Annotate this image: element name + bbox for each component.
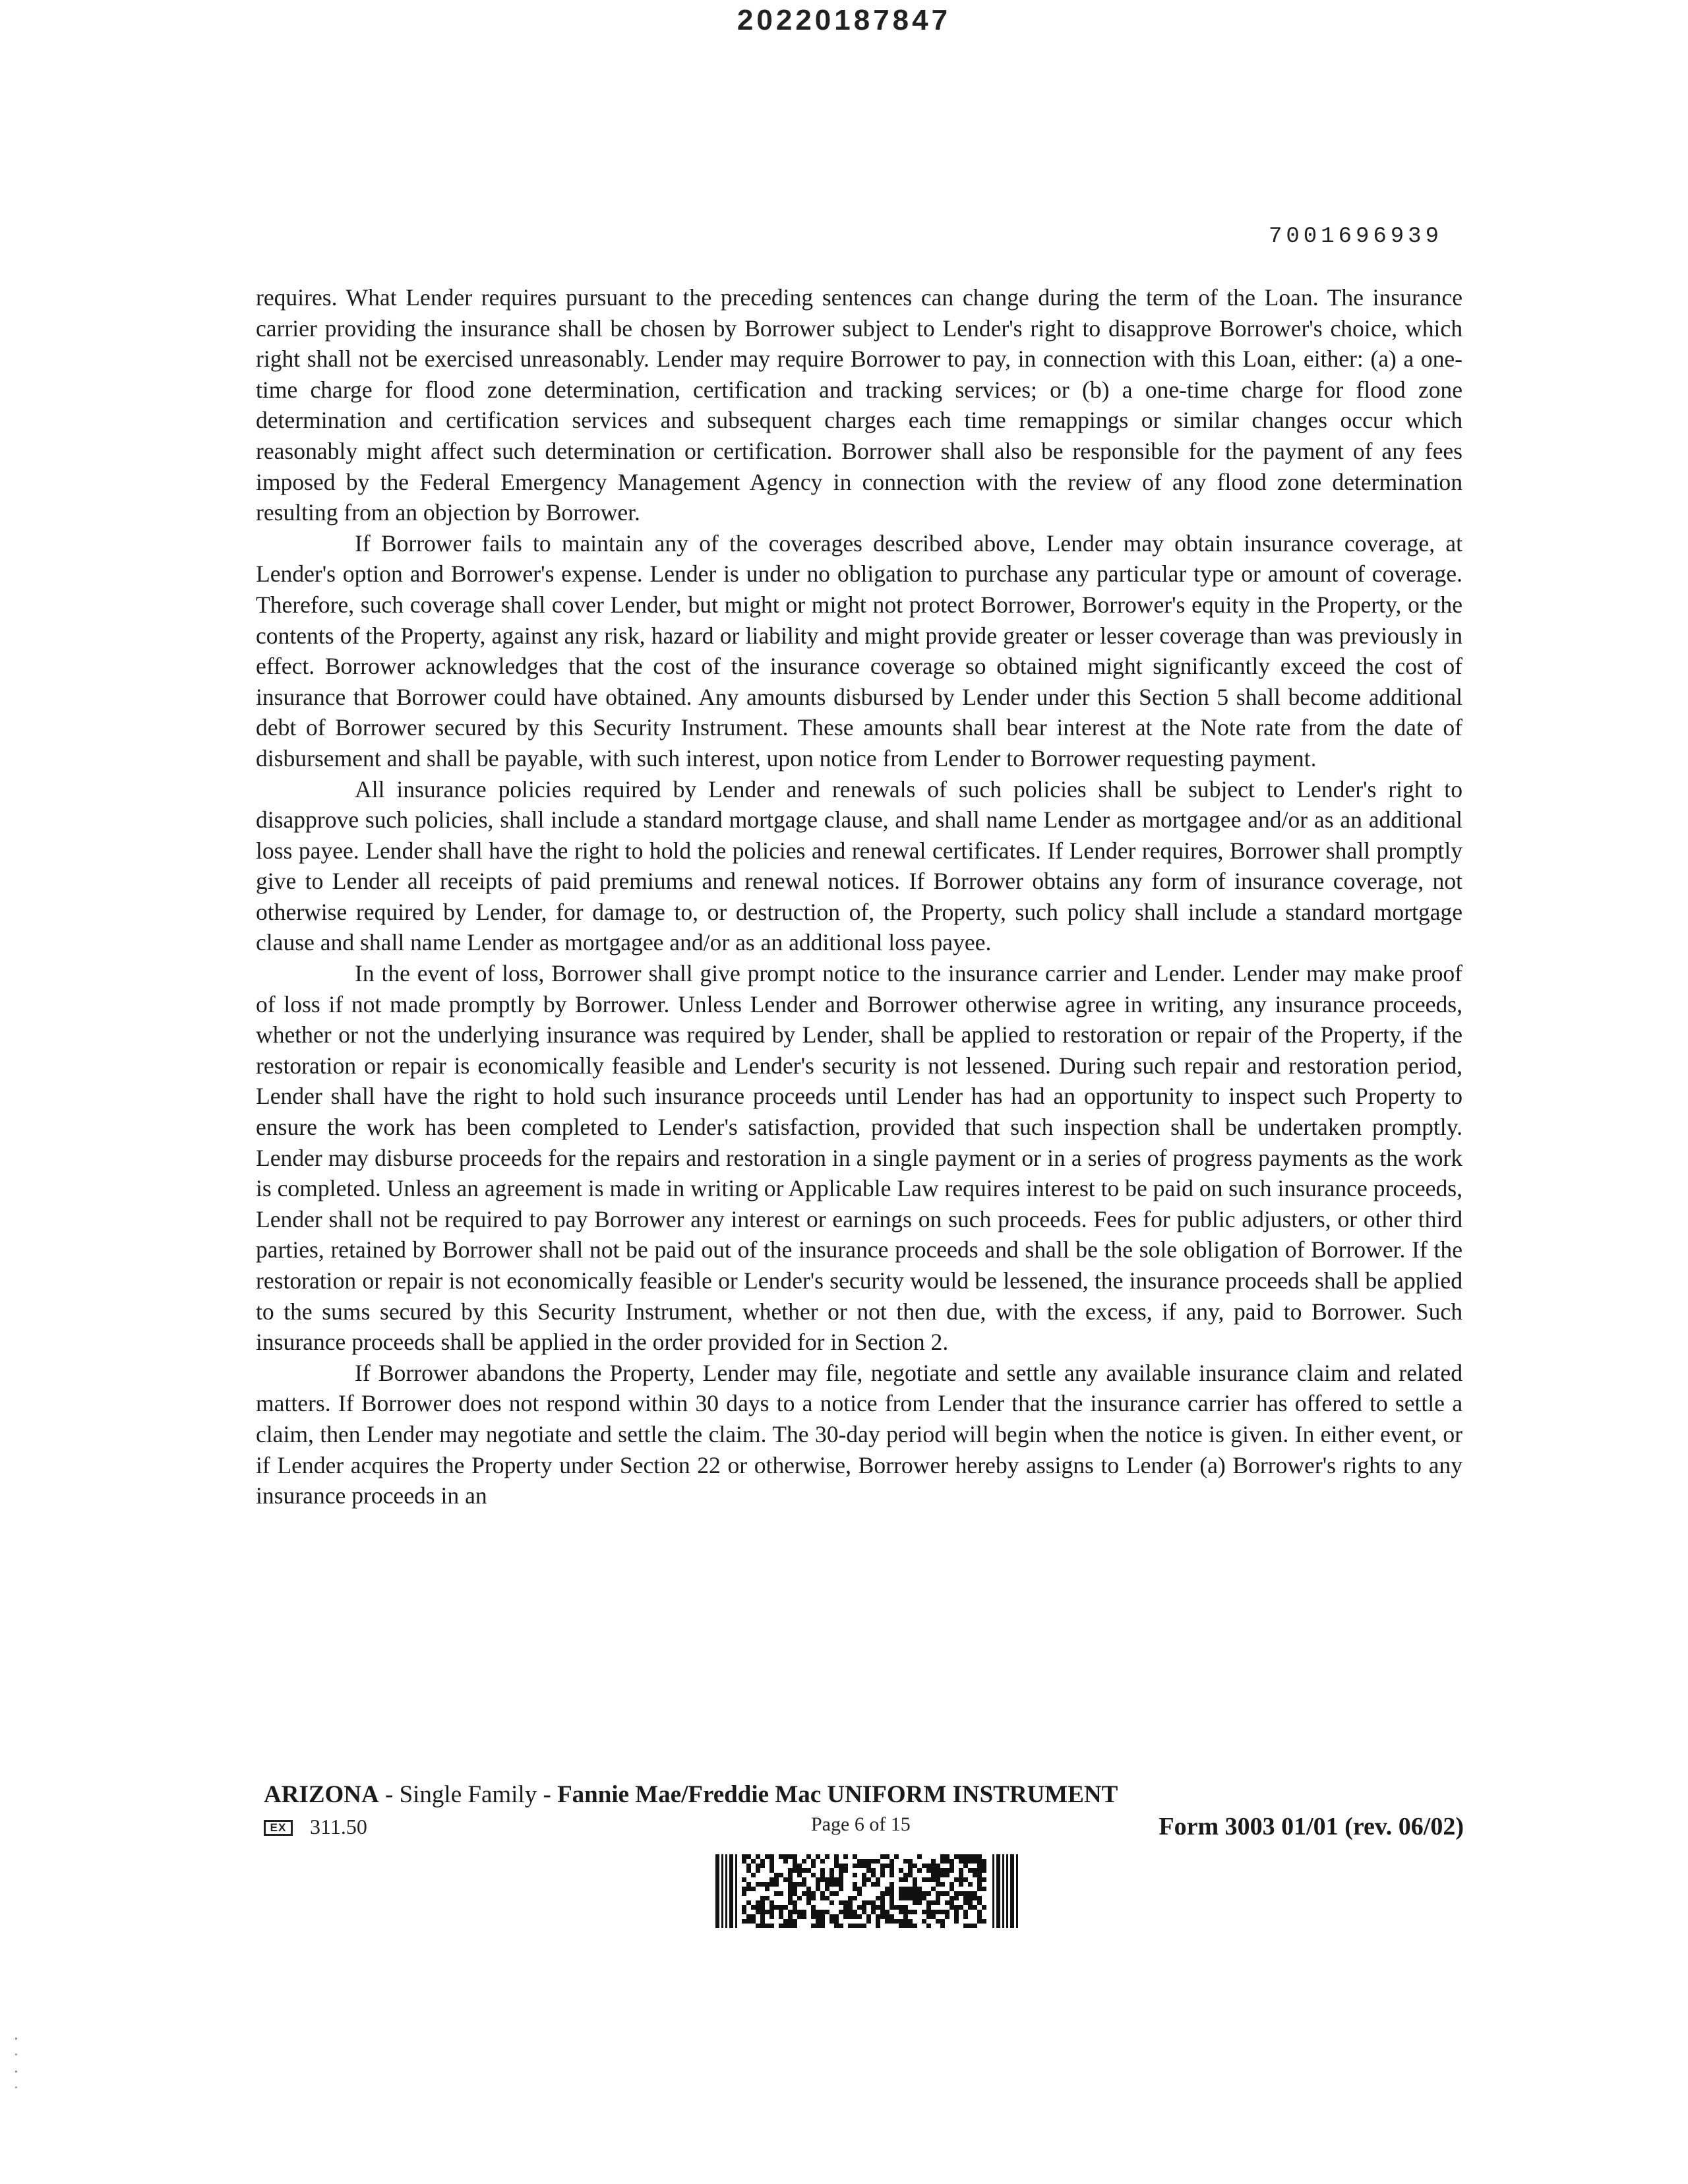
instrument-title	[264, 1780, 1118, 1809]
state-name: ARIZONA	[264, 1781, 379, 1808]
form-code: 311.50	[310, 1815, 367, 1838]
paragraph-2: If Borrower fails to maintain any of the coverages described above, Lender may obtain insurance coverage, at Lender's option and Borrower's expense. Lender is under no obligation to purchase any particular type or amount of coverage. Therefore, such coverage shall cover Lender, but might or might not protect Borrower, Borrower's equity in the Property, or the contents of the Property, against any risk, hazard or liability and might provide greater or lesser coverage than was previously in effect. Borrower acknowledges that the cost of the insurance coverage so obtained might significantly exceed the cost of insurance that Borrower could have obtained. Any amounts disbursed by Lender under this Section 5 shall become additional debt of Borrower secured by this Security Instrument. These amounts shall bear interest at the Note rate from the date of disbursement and shall be payable, with such interest, upon notice from Lender to Borrower requesting payment.	[256, 530, 1462, 772]
property-type: Single Family	[399, 1781, 537, 1808]
instrument-name: Fannie Mae/Freddie Mac UNIFORM INSTRUMENT	[557, 1781, 1118, 1808]
loan-number: 7001696939	[1268, 224, 1443, 249]
paragraph-1: requires. What Lender requires pursuant to the preceding sentences can change during the term of the Loan. The insurance carrier providing the insurance shall be chosen by Borrower subject to Lender's right to disapprove Borrower's choice, which right shall not be exercised unreasonably. Lender may require Borrower to pay, in connection with this Loan, either: (a) a one-time charge for flood zone determination, certification and tracking services; or (b) a one-time charge for flood zone determination and certification services and subsequent charges each time remappings or similar changes occur which reasonably might affect such determination or certification. Borrower shall also be responsible for the payment of any fees imposed by the Federal Emergency Management Agency in connection with the review of any flood zone determination resulting from an objection by Borrower.	[256, 284, 1462, 526]
barcode-image	[715, 1854, 1020, 1928]
separator: -	[378, 1781, 400, 1808]
document-body	[256, 282, 1462, 1511]
paragraph-5: If Borrower abandons the Property, Lender may file, negotiate and settle any available insurance claim and related matters. If Borrower does not respond within 30 days to a notice from Lender that the insurance carrier has offered to settle a claim, then Lender may negotiate and settle the claim. The 30-day period will begin when the notice is given. In either event, or if Lender acquires the Property under Section 22 or otherwise, Borrower hereby assigns to Lender (a) Borrower's rights to any insurance proceeds in an	[256, 1359, 1462, 1509]
form-vendor-logo: EX	[264, 1820, 293, 1836]
page-number: Page 6 of 15	[811, 1813, 911, 1835]
form-identifier: Form 3003 01/01 (rev. 06/02)	[1159, 1813, 1464, 1840]
paragraph-4: In the event of loss, Borrower shall give prompt notice to the insurance carrier and Lender. Lender may make proof of loss if not made promptly by Borrower. Unless Lender and Borrower otherwise agree in writing, any insurance proceeds, whether or not the underlying insurance was required by Lender, shall be applied to restoration or repair of the Property, if the restoration or repair is economically feasible and Lender's security is not lessened. During such repair and restoration period, Lender shall have the right to hold such insurance proceeds until Lender has had an opportunity to inspect such Property to ensure the work has been completed to Lender's satisfaction, provided that such inspection shall be undertaken promptly. Lender may disburse proceeds for the repairs and restoration in a single payment or in a series of progress payments as the work is completed. Unless an agreement is made in writing or Applicable Law requires interest to be paid on such insurance proceeds, Lender shall not be required to pay Borrower any interest or earnings on such proceeds. Fees for public adjusters, or other third parties, retained by Borrower shall not be paid out of the insurance proceeds and shall be the sole obligation of Borrower. If the restoration or repair is not economically feasible or Lender's security would be lessened, the insurance proceeds shall be applied to the sums secured by this Security Instrument, whether or not then due, with the excess, if any, paid to Borrower. Such insurance proceeds shall be applied in the order provided for in Section 2.	[256, 960, 1462, 1356]
paragraph-3: All insurance policies required by Lender and renewals of such policies shall be subject to Lender's right to disapprove such policies, shall include a standard mortgage clause, and shall name Lender as mortgagee and/or as an additional loss payee. Lender shall have the right to hold the policies and renewal certificates. If Lender requires, Borrower shall promptly give to Lender all receipts of paid premiums and renewal notices. If Borrower obtains any form of insurance coverage, not otherwise required by Lender, for damage to, or destruction of, the Property, such policy shall include a standard mortgage clause and shall name Lender as mortgagee and/or as an additional loss payee.	[256, 775, 1462, 956]
separator: -	[537, 1781, 558, 1808]
scan-artifact	[15, 2038, 18, 2090]
footer-row	[264, 1813, 1464, 1846]
document-number: 20220187847	[737, 4, 951, 36]
